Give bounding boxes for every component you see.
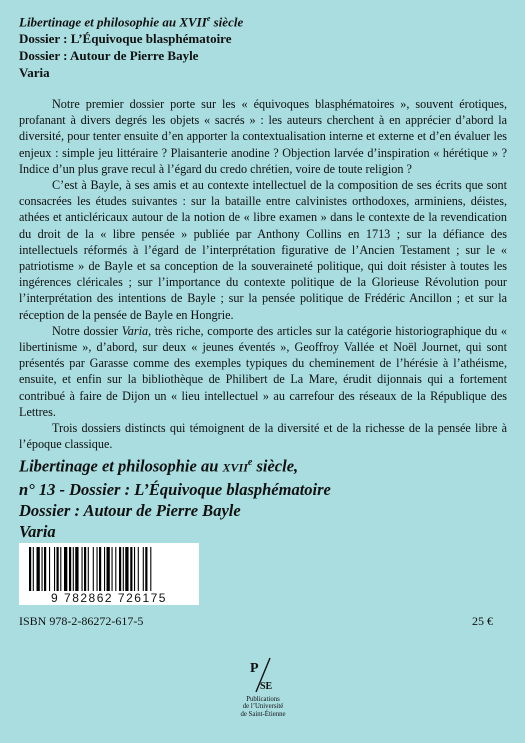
barcode-bar <box>82 547 83 591</box>
issue-title-line-4: Varia <box>19 521 56 541</box>
barcode-bar <box>119 547 121 591</box>
barcode-digits: 9 782862 726175 <box>51 591 167 605</box>
barcode-bars <box>29 547 189 591</box>
barcode-bar <box>107 547 110 591</box>
barcode-bar <box>99 547 101 591</box>
barcode-bar <box>33 547 34 591</box>
barcode-bar <box>60 547 61 591</box>
barcode-bar <box>49 547 50 591</box>
paragraph-3: Notre dossier Varia, très riche, comporte des articles sur la catégorie historiographique du « libertinisme », d’abord, sur deux « jeunes éventés », Geoffroy Vallée et Noël Journet, qui sont présentés par Garasse comme des exemples typiques du cheminement de l’hérésie à l’athéisme, ensuite, et enfin sur la bibliothèque de Philibert de La Mare, érudit dijonnais qui a fortement contribué à faire de Dijon un « lieu intellectuel » au carrefour des réseaux de la République des Lettres. <box>19 323 508 419</box>
isbn-number: ISBN 978-2-86272-617-5 <box>19 614 144 628</box>
barcode-bar <box>93 547 94 591</box>
barcode-bar <box>29 547 31 591</box>
barcode-bar <box>130 547 132 591</box>
paragraph-2: C’est à Bayle, à ses amis et au contexte intellectuel de la composition de ses écrits que sont consacrées les études suivantes : sur la bataille entre calvinistes orthodoxes, arminiens, déistes, athées et anticléricaux autour de la notion de « libre examen » dans le contexte de la revendication du droit de la « libre pensée » publiée par Anthony Collins en 1713 ; sur la défiance des intellectuels réformés à l’égard de l’interprétation figurative de l’Ancien Testament ; sur le « patriotisme » de Bayle et sa conception de la souveraineté politique, qui doit résister à toutes les ingérences cléricales ; sur l’importance du contexte politique de la Glorieuse Révolution pour l’interprétation des intentions de Bayle ; sur la pensée politique de Frédéric Ancillon ; et sur la réception de la pensée de Bayle en Hongrie. <box>19 178 507 322</box>
barcode-bar <box>54 547 55 591</box>
barcode-bar <box>104 547 105 591</box>
pse-logo-mark <box>246 656 280 694</box>
paragraph-1: Notre premier dossier porte sur les « équivoques blasphématoires », souvent érotiques, profanant à divers degrés les objets « sacrés » : les auteurs cherchent à en apprécier d’abord la diversité, pour tenter ensuite d’en apporter la contextualisation interne et externe et d’en évaluer les enjeux : simple jeu littéraire ? Plaisanterie anodine ? Objection larvée d’inspiration « hérétique » ? Indice d’un plus grave recul à l’égard du credo chrétien, voire de toute religion ? <box>19 97 507 176</box>
logo-letters-se: SE <box>260 681 273 692</box>
barcode-bar <box>145 547 147 591</box>
barcode-bar <box>115 547 116 591</box>
journal-title: Libertinage et philosophie au XVIIe siècle <box>19 14 244 30</box>
barcode-bar <box>138 547 139 591</box>
logo-letter-p: P <box>250 661 259 676</box>
issue-title-block <box>19 452 509 542</box>
paragraph-4: Trois dossiers distincts qui témoignent de la diversité et de la richesse de la pensée libre à l’époque classique. <box>19 421 507 452</box>
publisher-logo <box>228 656 298 718</box>
barcode-bar <box>123 547 124 591</box>
publisher-name: Publications de l’Université de Saint-Étienne <box>240 696 286 718</box>
barcode-bar <box>134 547 135 591</box>
header-block <box>19 10 509 81</box>
barcode-bar <box>143 547 144 591</box>
barcode-bar <box>112 547 113 591</box>
summary-text <box>19 96 507 452</box>
barcode-bar <box>42 547 43 591</box>
barcode-bar <box>69 547 71 591</box>
barcode-bar <box>84 547 86 591</box>
barcode-bar <box>57 547 59 591</box>
barcode-bar <box>75 547 78 591</box>
price: 25 € <box>472 614 493 628</box>
barcode-bar <box>88 547 89 591</box>
dossier-2-heading: Dossier : Autour de Pierre Bayle <box>19 48 199 64</box>
barcode-bar <box>125 547 128 591</box>
barcode-bar <box>64 547 67 591</box>
issue-title-line-3: Dossier : Autour de Pierre Bayle <box>19 500 241 520</box>
barcode <box>19 543 199 605</box>
barcode-bar <box>37 547 40 591</box>
issue-title-line-2: n° 13 - Dossier : L’Équivoque blasphématoire <box>19 479 331 499</box>
issue-title-line-1: Libertinage et philosophie au XVIIe siècle, <box>19 456 299 476</box>
barcode-bar <box>73 547 74 591</box>
dossier-1-heading: Dossier : L’Équivoque blasphématoire <box>19 31 232 47</box>
barcode-bar <box>44 547 46 591</box>
varia-heading: Varia <box>19 65 50 81</box>
barcode-bar <box>97 547 98 591</box>
barcode-bar <box>150 547 151 591</box>
